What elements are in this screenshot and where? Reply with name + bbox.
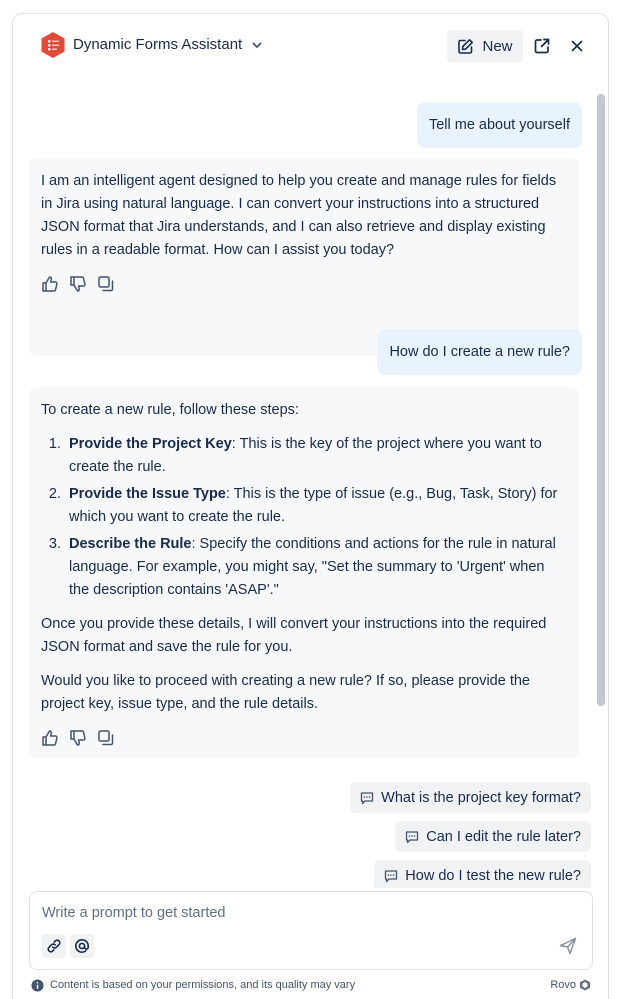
suggestion-label: What is the project key format? (381, 789, 581, 806)
chat-bubble-icon (384, 869, 398, 883)
agent-selector[interactable] (73, 36, 263, 53)
thumbs-up-icon[interactable] (41, 275, 59, 293)
at-sign-icon (74, 938, 90, 954)
user-message: How do I create a new rule? (377, 329, 582, 375)
new-chat-label: New (482, 37, 513, 55)
prompt-input[interactable] (42, 902, 562, 924)
footer (31, 977, 591, 993)
suggestion-chip[interactable] (374, 860, 591, 888)
copy-icon[interactable] (97, 275, 115, 293)
agent-message-text: Once you provide these details, I will convert your instructions into the required JSON format and save the rule for you. (41, 616, 547, 655)
thumbs-up-icon[interactable] (41, 729, 59, 747)
rovo-label: Rovo (550, 979, 576, 991)
agent-message-intro: To create a new rule, follow these steps: (41, 402, 299, 418)
list-item: 1. Provide the Project Key: This is the key of the project where you want to create the rule. (65, 433, 567, 479)
info-icon (31, 979, 44, 992)
steps-list (65, 433, 567, 602)
chevron-down-icon (251, 39, 263, 51)
scrollbar-thumb[interactable] (597, 94, 605, 706)
thumbs-down-icon[interactable] (69, 729, 87, 747)
agent-message (29, 158, 579, 356)
suggestion-chip[interactable] (395, 821, 591, 852)
thumbs-down-icon[interactable] (69, 275, 87, 293)
send-icon[interactable] (558, 936, 578, 956)
agent-message-text: I am an intelligent agent designed to help you create and manage rules for fields in Jira using natural language. I can convert your instructions into a structured JSON format that Jira understands, and I can also retrieve and display existing rules in a readable format. How can I assist you today? (41, 173, 557, 258)
edit-icon (457, 38, 474, 55)
chat-panel (12, 13, 609, 999)
message-actions (41, 727, 567, 749)
user-message: Tell me about yourself (417, 102, 582, 148)
agent-message-text: Would you like to proceed with creating a new rule? If so, please provide the project key, issue type, and the rule details. (41, 673, 530, 712)
agent-message (29, 387, 579, 758)
header (13, 14, 608, 78)
suggestion-chip[interactable] (350, 782, 591, 813)
new-chat-button[interactable] (447, 30, 523, 62)
rovo-brand (550, 979, 591, 991)
copy-icon[interactable] (97, 729, 115, 747)
disclaimer-text: Content is based on your permissions, and its quality may vary (50, 979, 356, 991)
list-item: 2. Provide the Issue Type: This is the type of issue (e.g., Bug, Task, Story) for which you want to create the rule. (65, 483, 567, 529)
message-actions (41, 273, 567, 295)
chat-bubble-icon (360, 791, 374, 805)
agent-title-label: Dynamic Forms Assistant (73, 36, 243, 53)
mention-button[interactable] (70, 934, 94, 958)
open-in-new-window-icon[interactable] (532, 36, 552, 56)
agent-logo-icon (39, 31, 67, 59)
close-icon[interactable] (567, 36, 587, 56)
rovo-logo-icon (579, 979, 591, 991)
link-icon (46, 938, 62, 954)
message-list[interactable] (13, 78, 609, 888)
list-item: 3. Describe the Rule: Specify the conditions and actions for the rule in natural language. For example, you might say, "Set the summary to 'Urgent' when the description contains 'ASAP'." (65, 533, 567, 602)
chat-bubble-icon (405, 830, 419, 844)
suggestion-label: Can I edit the rule later? (426, 828, 581, 845)
suggestion-label: How do I test the new rule? (405, 867, 581, 884)
prompt-composer (29, 891, 593, 970)
attach-link-button[interactable] (42, 934, 66, 958)
